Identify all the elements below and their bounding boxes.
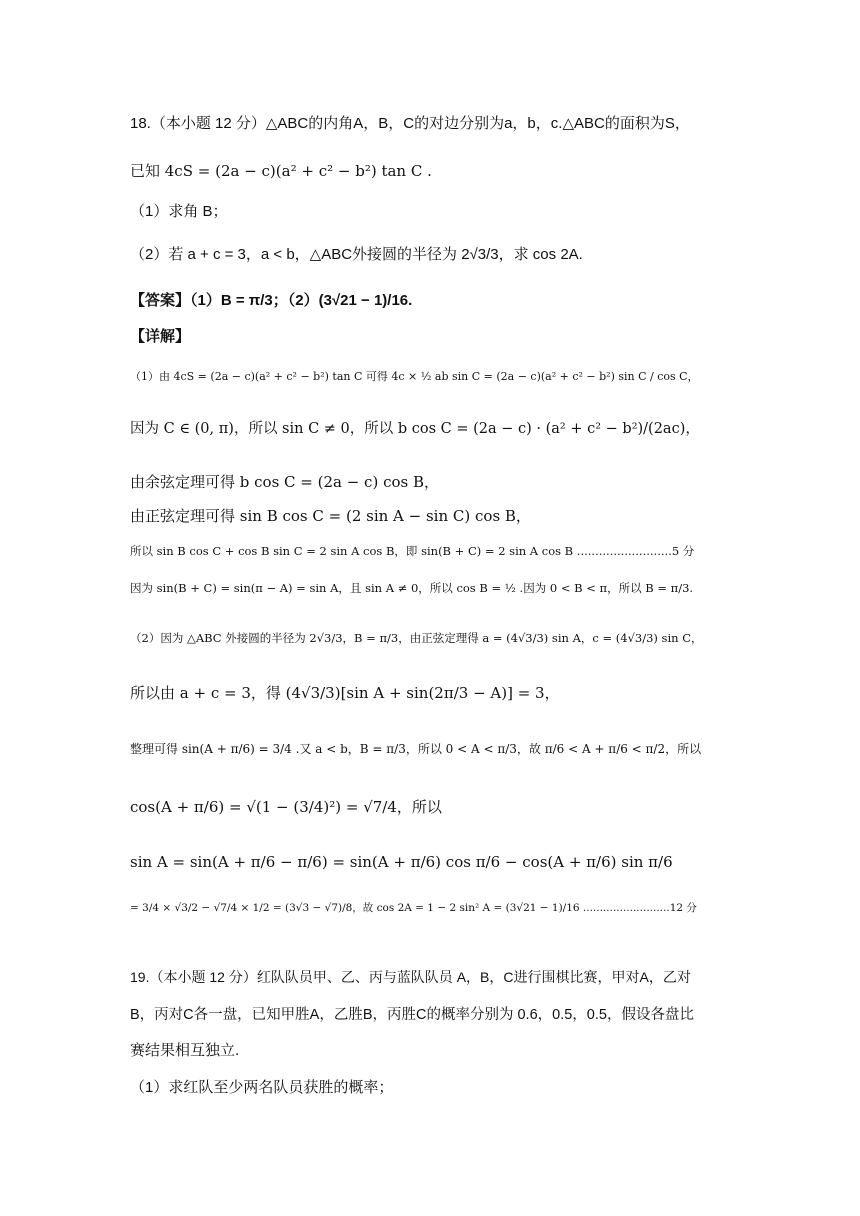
solution-step-12: = 3/4 × √3/2 − √7/4 × 1/2 = (3√3 − √7)/8，故 cos 2A = 1 − 2 sin² A = (3√21 − 1)/16 ..........................12 分 xyxy=(130,902,697,914)
q19-line-1: 19.（本小题 12 分）红队队员甲、乙、丙与蓝队队员 A，B，C进行围棋比赛，甲对A，乙对 xyxy=(130,969,691,985)
q19-part-1: （1）求红队至少两名队员获胜的概率； xyxy=(130,1079,394,1096)
q18-line-1: 18.（本小题 12 分）△ABC的内角A，B，C的对边分别为a，b，c.△ABC的面积为S， xyxy=(130,115,690,132)
q18-part-1: （1）求角 B； xyxy=(130,203,228,220)
solution-step-9: 整理可得 sin(A + π/6) = 3/4 .又 a < b，B = π/3，所以 0 < A < π/3，故 π/6 < A + π/6 < π/2，所以 xyxy=(130,742,702,756)
solution-step-4: 由正弦定理可得 sin B cos C = (2 sin A − sin C) cos B， xyxy=(130,507,531,525)
solution-step-5: 所以 sin B cos C + cos B sin C = 2 sin A cos B，即 sin(B + C) = 2 sin A cos B ..........................5 分 xyxy=(130,544,695,558)
q19-line-2: B，丙对C各一盘，已知甲胜A，乙胜B，丙胜C的概率分别为 0.6，0.5，0.5，假设各盘比 xyxy=(130,1007,694,1023)
solution-step-10: cos(A + π/6) = √(1 − (3/4)²) = √7/4，所以 xyxy=(130,798,442,816)
solution-step-11: sin A = sin(A + π/6 − π/6) = sin(A + π/6) cos π/6 − cos(A + π/6) sin π/6 xyxy=(130,853,673,871)
solution-step-3: 由余弦定理可得 b cos C = (2a − c) cos B， xyxy=(130,473,440,491)
q18-line-2: 已知 4cS = (2a − c)(a² + c² − b²) tan C . xyxy=(130,162,432,180)
q18-part-2: （2）若 a + c = 3，a < b，△ABC外接圆的半径为 2√3/3，求 cos 2A. xyxy=(130,246,583,263)
solution-step-7: （2）因为 △ABC 外接圆的半径为 2√3/3，B = π/3，由正弦定理得 a = (4√3/3) sin A，c = (4√3/3) sin C， xyxy=(130,631,703,645)
solution-step-6: 因为 sin(B + C) = sin(π − A) = sin A，且 sin A ≠ 0，所以 cos B = ½ .因为 0 < B < π，所以 B = π/3. xyxy=(130,581,694,595)
detail-label: 【详解】 xyxy=(130,328,191,345)
answer-line: 【答案】（1）B = π/3；（2）(3√21 − 1)/16. xyxy=(130,292,413,309)
q19-line-3: 赛结果相互独立. xyxy=(130,1042,240,1059)
solution-step-1: （1）由 4cS = (2a − c)(a² + c² − b²) tan C 可得 4c × ½ ab sin C = (2a − c)(a² + c² − b²) sin C / cos C， xyxy=(130,370,699,383)
solution-step-2: 因为 C ∈ (0, π)，所以 sin C ≠ 0，所以 b cos C = (2a − c) · (a² + c² − b²)/(2ac)， xyxy=(130,421,700,437)
solution-step-8: 所以由 a + c = 3，得 (4√3/3)[sin A + sin(2π/3 − A)] = 3， xyxy=(130,684,560,702)
